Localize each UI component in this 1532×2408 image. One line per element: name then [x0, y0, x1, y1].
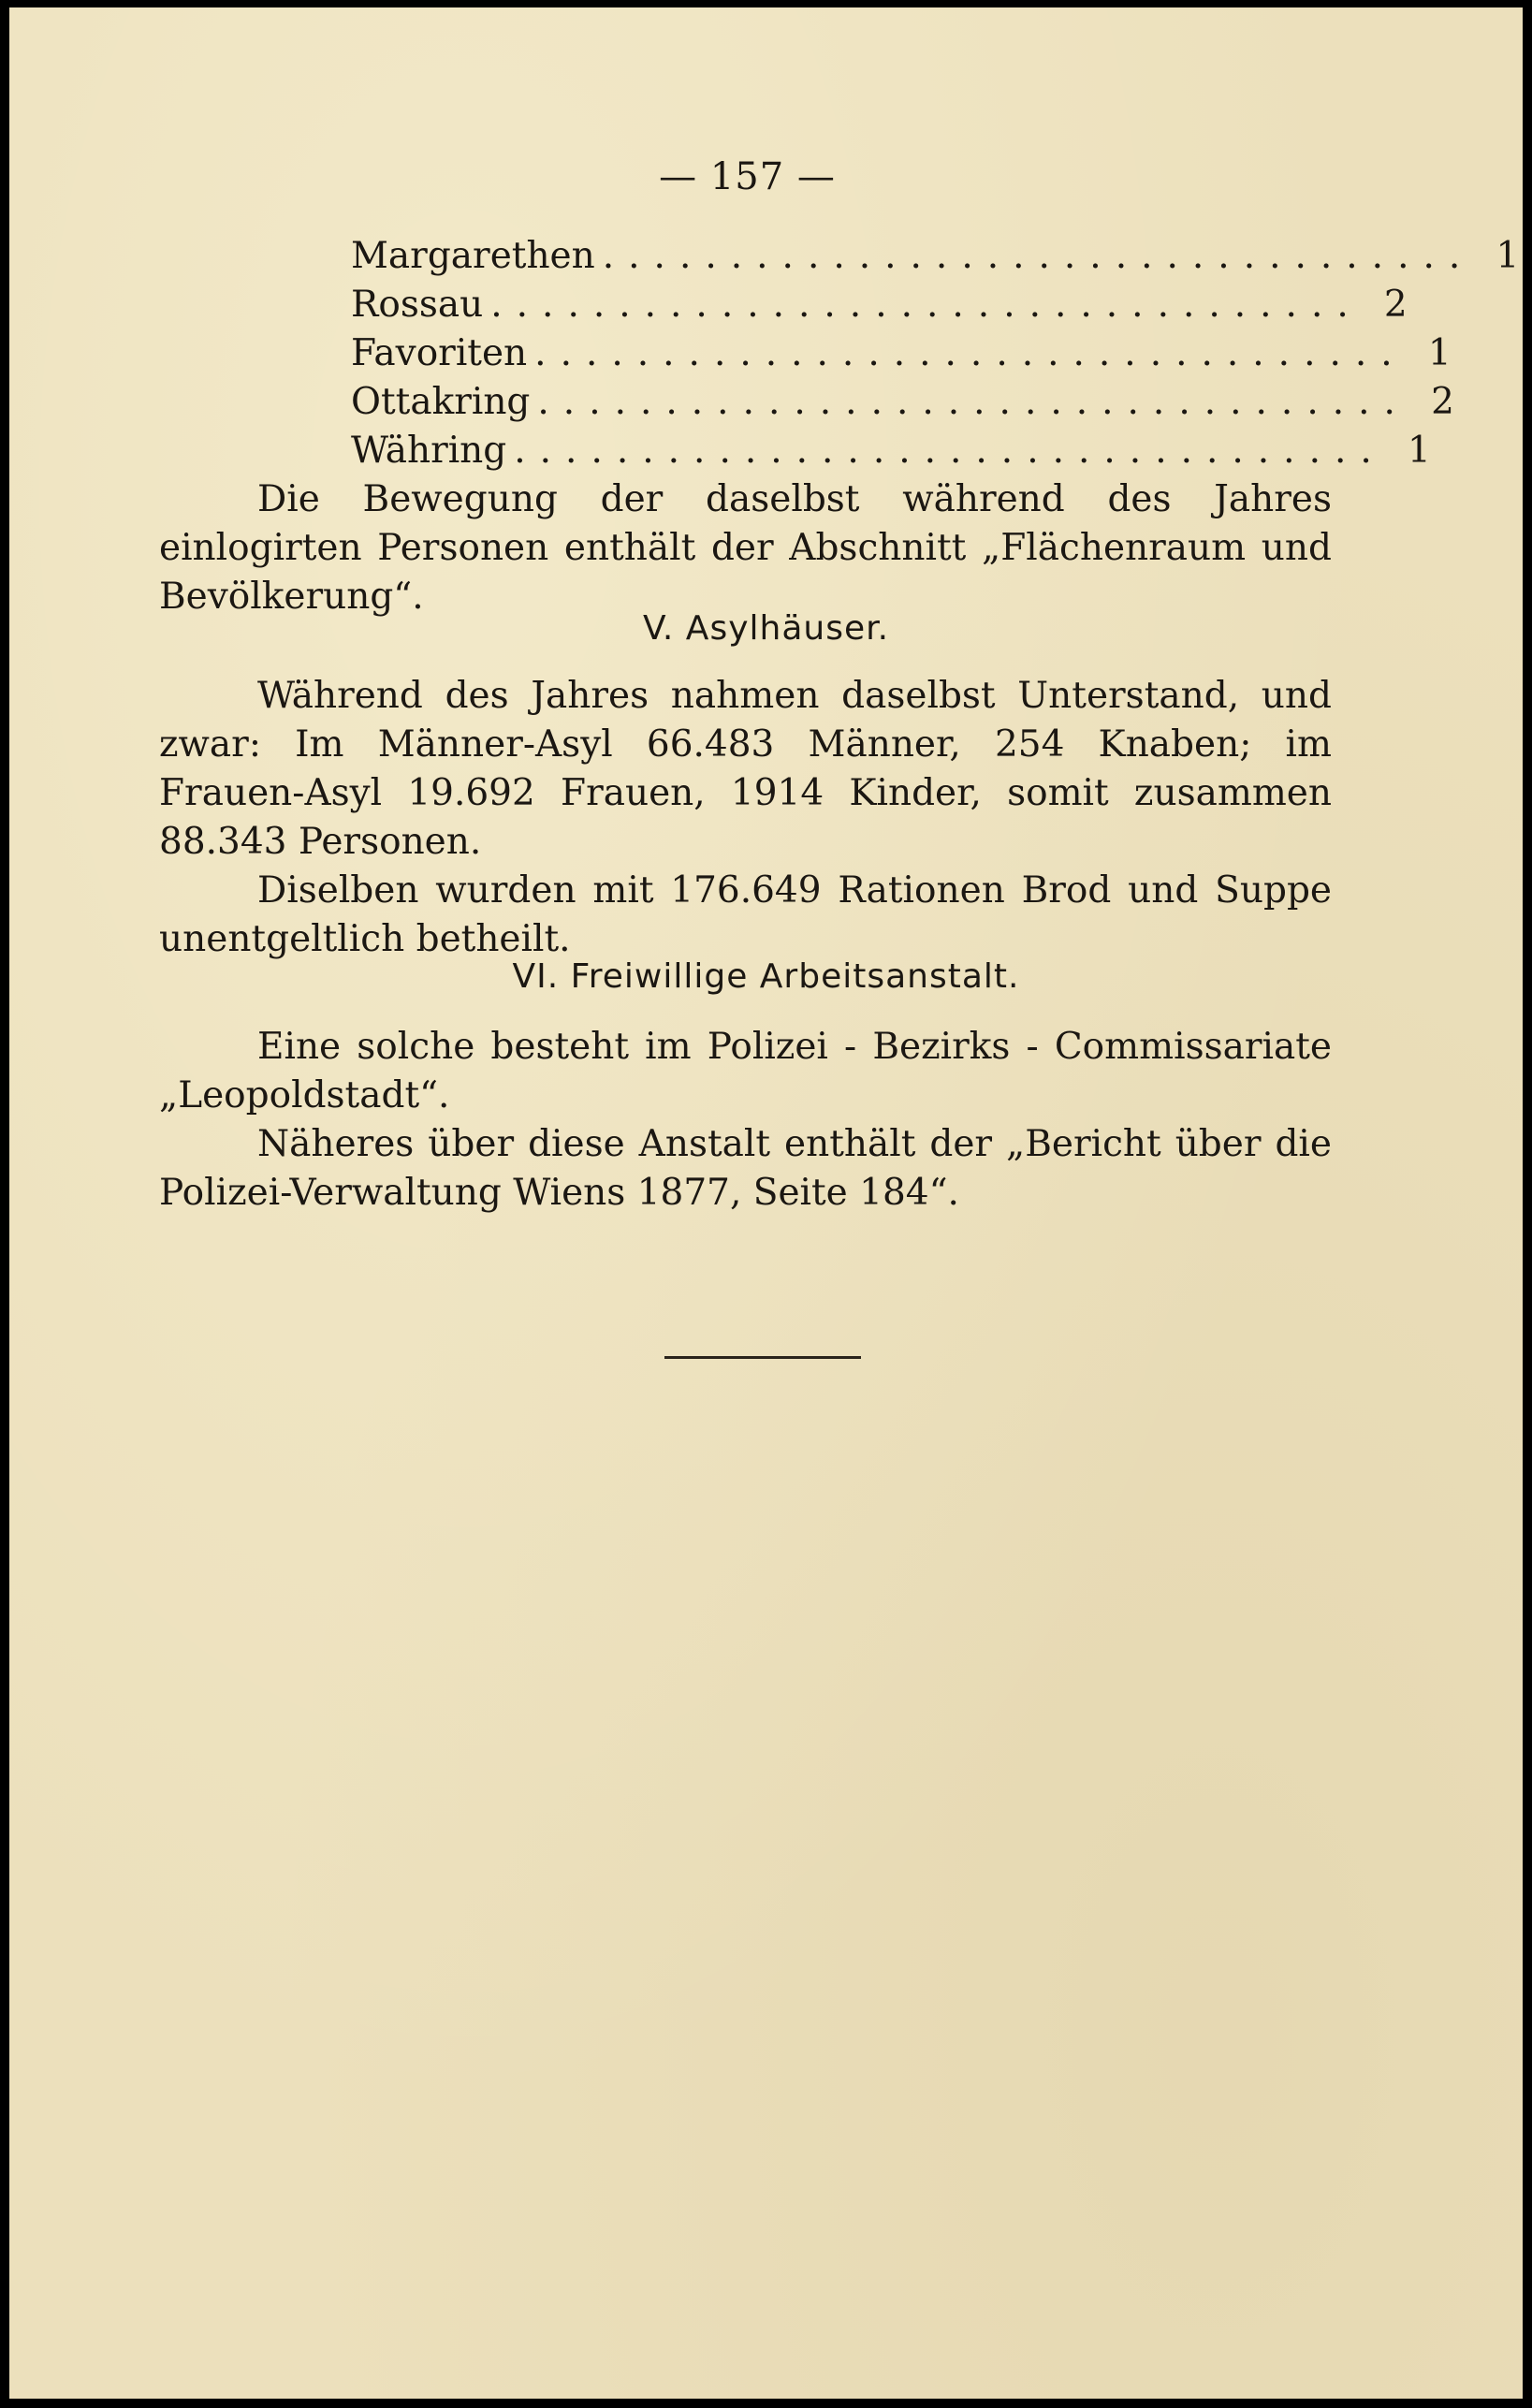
district-name: Rossau	[351, 284, 484, 326]
list-item	[351, 427, 1431, 475]
list-item	[351, 281, 1408, 329]
district-count: 2	[1431, 381, 1454, 423]
section-vi-body	[159, 1023, 1332, 1218]
section-v-heading: V. Asylhäuser.	[642, 609, 890, 648]
document-page	[9, 7, 1523, 2399]
district-name: Ottakring	[351, 381, 531, 423]
district-name: Margarethen	[351, 235, 595, 277]
intro-text	[159, 475, 1332, 621]
page-number: — 157 —	[659, 155, 836, 198]
district-name: Währing	[351, 430, 507, 472]
list-item	[351, 378, 1454, 427]
section-v-paragraph: Diselben wurden mit 176.649 Rationen Brod und Suppe unentgeltlich betheilt.	[159, 869, 1332, 960]
leader-dots: ..................................	[537, 381, 1409, 423]
leader-dots: ..................................	[534, 332, 1407, 374]
district-count: 1	[1407, 430, 1431, 472]
district-list	[351, 232, 1520, 475]
list-item	[351, 329, 1452, 378]
list-item	[351, 232, 1520, 281]
intro-paragraph: Die Bewegung der daselbst während des Jahres einlogirten Personen enthält der Abschnitt „Flächenraum und Bevölkerung“.	[159, 478, 1332, 618]
leader-dots: ..................................	[602, 235, 1475, 277]
section-v-body	[159, 672, 1332, 964]
district-count: 1	[1427, 332, 1452, 374]
district-name: Favoriten	[351, 332, 528, 374]
district-count: 1	[1496, 235, 1520, 277]
section-vi-paragraph: Näheres über diese Anstalt enthält der „Bericht über die Polizei-Verwaltung Wiens 1877, Seite 184“.	[159, 1123, 1332, 1214]
leader-dots: ..................................	[490, 284, 1363, 326]
leader-dots: ..................................	[514, 430, 1386, 472]
section-v-paragraph: Während des Jahres nahmen daselbst Unterstand, und zwar: Im Männer-Asyl 66.483 Männer, 254 Knaben; im Frauen-Asyl 19.692 Frauen, 1914 Kinder, somit zusammen 88.343 Personen.	[159, 675, 1332, 863]
section-vi-paragraph: Eine solche besteht im Polizei - Bezirks - Commissariate „Leopoldstadt“.	[159, 1026, 1332, 1116]
closing-rule	[664, 1356, 861, 1359]
district-count: 2	[1383, 284, 1408, 326]
section-vi-heading: VI. Freiwillige Arbeitsanstalt.	[512, 957, 1020, 996]
